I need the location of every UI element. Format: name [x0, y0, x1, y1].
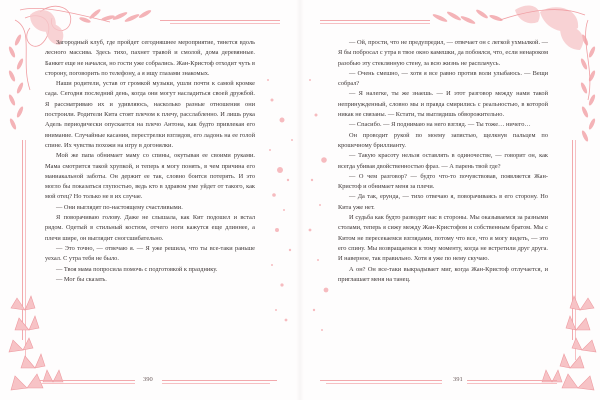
- bottom-border-rule-right: [162, 380, 277, 381]
- paragraph: Я поворачиваю голову. Даже не слышала, как Кит подошел и встал рядом. Одетый в стильный костюм, отчего ноги кажутся еще длиннее, а плечи шире, он выглядит сногсшибательно.: [45, 214, 255, 242]
- right-page: [300, 0, 600, 400]
- bottom-border-rule-right-thin: [162, 383, 270, 384]
- ink-splatter-icon: [302, 20, 332, 380]
- paragraph: — Такую красоту нельзя оставлять в одиночестве, — говорит он, как всегда убивая двойственностью фраз. — А парень твой где?: [338, 152, 548, 170]
- paragraph: — О чем разговор? — будто что-то почувствовав, появляется Жан-Кристоф и обнимает меня за плечи.: [338, 172, 548, 191]
- bottom-border-rule-left: [320, 380, 442, 381]
- paragraph: И судьба как будто разводит нас в стороны. Мы оказываемся за разными столами, теперь я сижу между Жан-Кристофом и собственным братом. Мы с Китом не пересекаемся взглядами, потому что все, что я могу видеть, — это его спину. Мы возвращаемся к тому моменту, когда не встретили друг друга. И наверное, так правильно. Хотя я уже по нему скучаю.: [338, 214, 548, 263]
- bottom-border-rule-left-thin: [326, 383, 442, 384]
- paragraph: — Твоя мама попросила помочь с подготовкой к празднику.: [56, 265, 218, 273]
- paragraph: — Я налегке, ты же знаешь. — И этот разговор между нами такой непринужденный, словно мы и правда смирились с реальностью, в которой никак не связаны. — Кстати, ты выглядишь обворожительно.: [338, 90, 548, 119]
- paragraph: — Да так, ерунда, — тихо отвечаю я, поворачиваясь в его сторону. Но Кита уже нет.: [338, 193, 548, 211]
- paragraph: — Ой, прости, что не предупредил, — отвечает он с легкой ухмылкой. — Я бы побросал с утра в твое окно камешки, да побоялся, что, если ненароком разобью эту стеклянную стену, за всю жизнь не расплачусь.: [338, 39, 548, 67]
- page-number: 390: [143, 376, 153, 383]
- paragraph: А он? Он все-таки выкрадывает миг, когда Жан-Кристоф отлучается, и приглашает меня на танец.: [338, 265, 548, 283]
- top-border-rule: [320, 20, 430, 21]
- bottom-border-rule-right-thin: [467, 383, 557, 384]
- top-border-rule-thin: [320, 23, 430, 24]
- paragraph: — Это точно, — отвечаю я. — Я уже решила, что ты все-таки раньше уехал. С утра тебя не было.: [45, 244, 255, 263]
- ink-splatter-icon: [262, 20, 300, 380]
- paragraph: — Спасибо. — Я поднимаю на него взгляд. — Ты тоже… ничего…: [349, 121, 531, 129]
- paragraph: Загородный клуб, где пройдет сегодняшнее мероприятие, тянется вдоль лесного массива. Здесь тихо, пахнет травой и смолой, дома деревянные. Банкет еще не начался, но гости уже собрались. Жан-Кристоф отходит чуть в сторону, поговорить по телефону, а я ищу глазами знакомых.: [45, 39, 255, 77]
- bottom-border-rule-left: [40, 380, 135, 381]
- paragraph: — Они выглядят по-настоящему счастливыми.: [56, 203, 183, 211]
- bottom-border-rule-right: [467, 380, 557, 381]
- paragraph: — Мог бы сказать.: [56, 275, 107, 283]
- left-page-body-text: [45, 38, 255, 285]
- bottom-border-rule-left-thin: [40, 383, 135, 384]
- right-page-body-text: [338, 38, 548, 285]
- paragraph: Наши родители, устав от громкой музыки, ушли почти к самой кромке сада. Сегодня последний день, когда они могут насладиться своей дружбой. Я рассматриваю их и удивляюсь, насколько разные отношения они построили. Родители Кита стоят плечом к плечу, расслабленно. И лишь рука Адель периодически опускается на плечо Антона, как будто привлекая его внимание. Случайные касания, перестрелки взглядов, его ладонь на ее голой спине. Их чувства похожи на игру в догонялки.: [45, 80, 255, 149]
- page-number: 391: [453, 376, 463, 383]
- paragraph: Он проводит рукой по моему запястью, щелкнув пальцем по крошечному бриллианту.: [338, 131, 548, 149]
- paragraph: Мой же папа обнимает маму со спины, окутывая ее своими руками. Мама смотрится такой хрупкой, и теперь я могу понять, в чем причина его маниакальной заботы. Он держит ее так, словно боится потерять. И это могло бы показаться глупостью, ведь кто в здравом уме уйдет от такого, как мой отец? Но только не в их случае.: [45, 152, 255, 201]
- paragraph: — Очень смешно, — хотя я все равно против воли улыбаюсь. — Вещи собрал?: [338, 69, 548, 88]
